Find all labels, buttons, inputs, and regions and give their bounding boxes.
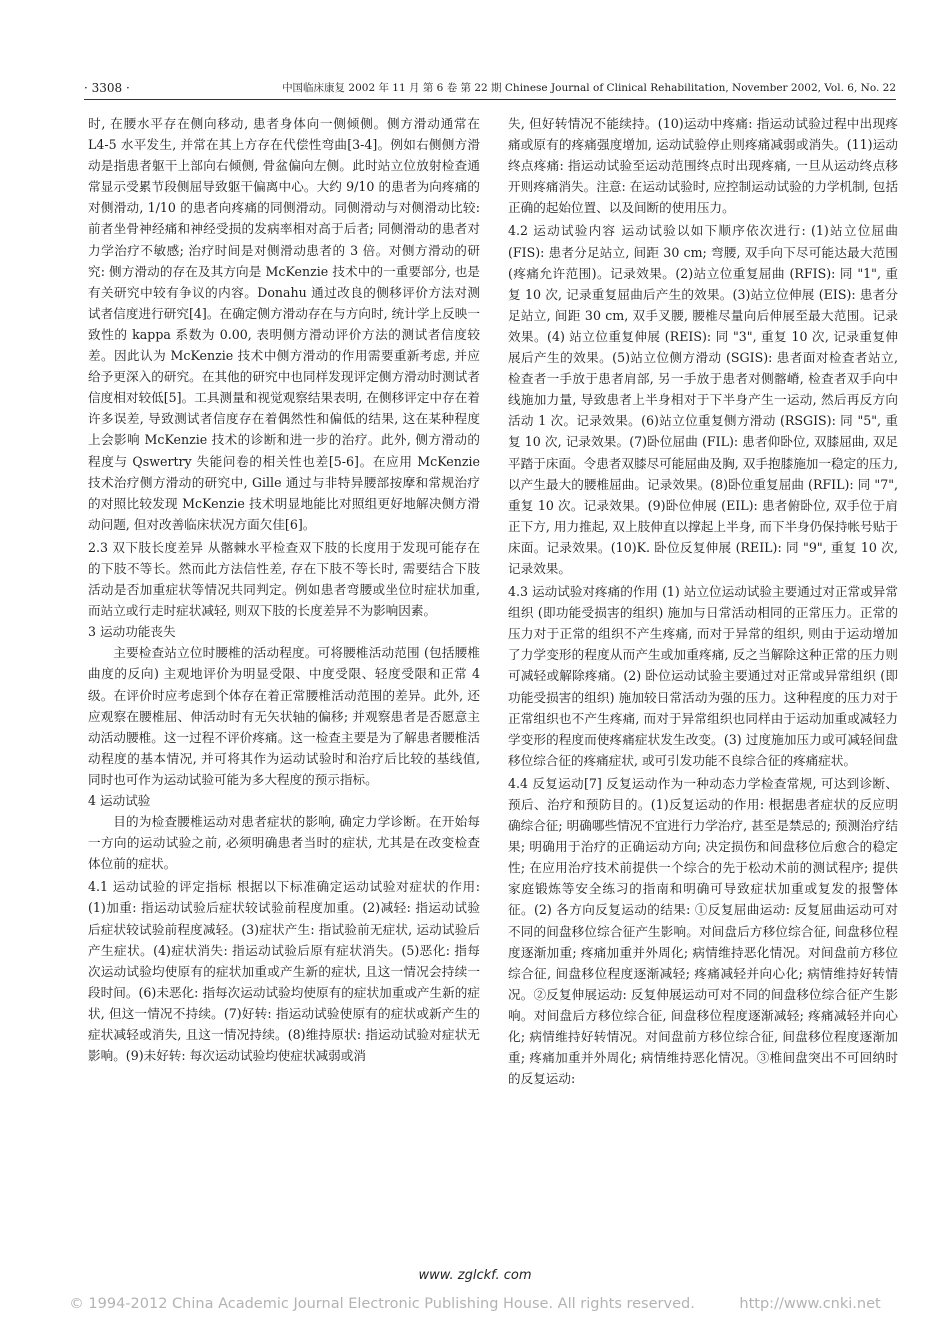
copyright-footer [0,1296,950,1312]
paragraph-motor-loss: 主要检查站立位时腰椎的活动程度。可将腰椎活动范围 (包括腰椎曲度的反向) 主观地评价为明显受限、中度受限、轻度受限和正常 4 级。在评价时应考虑到个体存在着正常腰椎活动范围的差异。此外, 还应观察在腰椎屈、伸活动时有无矢状轴的偏移; 并观察患者是否愿意主动活动腰椎。这一过程不评价疼痛。这一检查主要是为了解患者腰椎活动程度的基本情况, 并可将其作为运动试验时和治疗后比较的基线值, 同时也可作为运动试验可能为多大程度的预示指标。 [88,645,480,787]
header-rule [84,99,896,100]
section-4-4: 4.4 反复运动[7] 反复运动作为一种动态力学检查常规, 可达到诊断、预后、治疗和预防目的。(1)反复运动的作用: 根据患者症状的反应明确综合征; 明确哪些情况不宜进行力学治疗, 甚至是禁忌的; 预测治疗结果; 明确用于治疗的正确运动方向; 决定损伤和间盘移位后愈合的稳定性; 在应用治疗技术前提供一个综合的先于松动术前的测试程序; 提供家庭锻炼等安全练习的指南和明确可导致症状加重或复发的报警体征。(2) 各方向反复运动的结果: ①反复屈曲运动: 反复屈曲运动可对不同的间盘移位综合征产生影响。对间盘后方移位综合征, 间盘移位程度逐渐加重; 疼痛加重并外周化; 病情维持恶化情况。对间盘前方移位综合征, 间盘移位程度逐渐减轻; 疼痛减轻并向心化; 病情维持好转情况。②反复伸展运动: 反复伸展运动可对不同的间盘移位综合征产生影响。对间盘后方移位综合征, 间盘移位程度逐渐减轻; 疼痛减轻并向心化; 病情维持好转情况。对间盘前方移位综合征, 间盘移位程度逐渐加重; 疼痛加重并外周化; 病情维持恶化情况。③椎间盘突出不可回纳时的反复运动: [508,775,898,1087]
section-2-3: 2.3 双下肢长度差异 从髂棘水平检查双下肢的长度用于发现可能存在的下肢不等长。然而此方法信性差, 存在下肢不等长时, 需要结合下肢活动是否加重症状等情况共同判定。例如患者弯腰或坐位时症状加重, 而站立或行走时症状减轻, 则双下肢的长度差异不为影响因素。 [88,539,480,619]
heading-section-3: 3 运动功能丧失 [88,624,176,640]
paragraph-lateral-shift: 时, 在腰水平存在侧向移动, 患者身体向一侧倾侧。侧方滑动通常在 L4-5 水平发生, 并常在其上方存在代偿性弯曲[3-4]。例如右侧侧方滑动是指患者躯干上部向右倾侧, 骨盆偏向左侧。此时站立位放射检查通常显示受累节段侧屈导致躯干偏离中心。大约 9/10 的患者为向疼痛的对侧滑动, 1/10 的患者向疼痛的同侧滑动。同侧滑动与对侧滑动比较: 前者坐骨神经痛和神经受损的发病率相对高于后者; 同侧滑动的患者对力学治疗不敏感; 治疗时间是对侧滑动患者的 3 倍。对侧方滑动的研究: 侧方滑动的存在及其方向是 McKenzie 技术中的一重要部分, 也是有关研究中较有争议的内容。Donahu 通过改良的侧移评价方法对测试者信度进行研究[4]。在确定侧方滑动存在与方向时, 统计学上反映一致性的 kappa 系数为 0.00, 表明侧方滑动评价方法的测试者信度较差。因此认为 McKenzie 技术中侧方滑动的作用需要重新考虑, 并应给予更深入的研究。在其他的研究中也同样发现评定侧方滑动时测试者信度相对较低[5]。工具测量和视觉观察结果表明, 在侧移评定中存在着许多误差, 导致测试者信度存在着偶然性和偏低的结果, 这在某种程度上会影响 McKenzie 技术的诊断和进一步的治疗。此外, 侧方滑动的程度与 Qswertry 失能问卷的相关性也差[5-6]。在应用 McKenzie 技术治疗侧方滑动的研究中, Gille 通过与非特异腰部按摩和常规治疗的对照比较发现 McKenzie 技术明显地能比对照组更好地解决侧方滑动问题, 但对改善临床状况方面欠佳[6]。 [88,116,480,532]
section-4-1: 4.1 运动试验的评定指标 根据以下标准确定运动试验对症状的作用: (1)加重: 指运动试验后症状较试验前程度加重。(2)减轻: 指运动试验后症状较试验前程度减轻。(3)症状产生: 指试验前无症状, 运动试验后产生症状。(4)症状消失: 指运动试验后原有症状消失。(5)恶化: 指每次运动试验均使原有的症状加重或产生新的症状, 且这一情况会持续一段时间。(6)未恶化: 指每次运动试验均使原有的症状加重或产生新的症状, 但这一情况不持续。(7)好转: 指运动试验使原有的症状或新产生的症状减轻或消失, 且这一情况持续。(8)维持原状: 指运动试验对症状无影响。(9)未好转: 每次运动试验均使症状减弱或消 [88,879,480,1064]
heading-section-4: 4 运动试验 [88,793,151,808]
journal-website: www. zglckf. com [418,1268,532,1283]
cnki-link[interactable]: http://www.cnki.net [739,1296,881,1312]
running-header [84,78,896,100]
paragraph-movement-test-intro: 目的为检查腰椎运动对患者症状的影响, 确定力学诊断。在开始每一方向的运动试验之前, 必须明确患者当时的症状, 尤其是在改变检查体位前的症状。 [88,814,480,872]
page-number: · 3308 · [84,81,130,95]
section-4-2: 4.2 运动试验内容 运动试验以如下顺序依次进行: (1)站立位屈曲 (FIS): 患者分足站立, 间距 30 cm; 弯腰, 双手向下尽可能达最大范围 (疼痛允许范围)。记录效果。(2)站立位重复屈曲 (RFIS): 同 "1", 重复 10 次, 记录重复屈曲后产生的效果。(3)站立位伸展 (EIS): 患者分足站立, 间距 30 cm, 双手叉腰, 腰椎尽量向后伸展至最大范围。记录效果。(4) 站立位重复伸展 (REIS): 同 "3", 重复 10 次, 记录重复伸展后产生的效果。(5)站立位侧方滑动 (SGIS): 患者面对检查者站立, 检查者一手放于患者肩部, 另一手放于患者对侧髂嵴, 检查者双手向中线施加力量, 导致患者上半身相对于下半身产生一运动, 然后再反方向活动 1 次。记录效果。(6)站立位重复侧方滑动 (RSGIS): 同 "5", 重复 10 次, 记录效果。(7)卧位屈曲 (FIL): 患者仰卧位, 双膝屈曲, 双足平踏于床面。令患者双膝尽可能屈曲及胸, 双手抱膝施加一稳定的压力, 以产生最大的腰椎屈曲。记录效果。(8)卧位重复屈曲 (RFIL): 同 "7", 重复 10 次。记录效果。(9)卧位伸展 (EIL): 患者俯卧位, 双手位于肩正下方, 用力推起, 双上肢伸直以撑起上半身, 而下半身仍保持帐号贴于床面。记录效果。(10)K. 卧位反复伸展 (REIL): 同 "9", 重复 10 次, 记录效果。 [508,223,898,576]
right-column [508,113,898,1223]
section-4-3: 4.3 运动试验对疼痛的作用 (1) 站立位运动试验主要通过对正常或异常组织 (即功能受损害的组织) 施加与日常活动相同的正常压力。正常的压力对于正常的组织不产生疼痛, 而对于异常的组织, 则由于运动增加了力学变形的程度从而产生或加重疼痛, 反之当解除这种正常的压力则可减轻或解除疼痛。(2) 卧位运动试验主要通过对正常或异常组织 (即功能受损害的组织) 施加较日常活动为强的压力。这种程度的压力对于正常组织也不产生疼痛, 而对于异常组织也同样由于运动加重或减轻力学变形的程度而使疼痛症状发生改变。(3) 过度施加压力或可减轻间盘移位综合征的疼痛症状, 或可引发功能不良综合征的疼痛症状。 [508,584,898,768]
left-column [88,113,480,1223]
journal-citation: 中国临床康复 2002 年 11 月 第 6 卷 第 22 期 Chinese Journal of Clinical Rehabilitation, November 2002, Vol. 6, No. 22 [282,82,896,94]
copyright-text: © 1994-2012 China Academic Journal Electronic Publishing House. All rights reserved. [69,1296,695,1312]
paragraph-continued: 失, 但好转情况不能续持。(10)运动中疼痛: 指运动试验过程中出现疼痛或原有的疼痛强度增加, 运动试验停止则疼痛减弱或消失。(11)运动终点疼痛: 指运动试验至运动范围终点时出现疼痛, 一旦从运动终点移开则疼痛消失。注意: 在运动试验时, 应控制运动试验的力学机制, 包括正确的起始位置、以及间断的使用压力。 [508,116,898,216]
